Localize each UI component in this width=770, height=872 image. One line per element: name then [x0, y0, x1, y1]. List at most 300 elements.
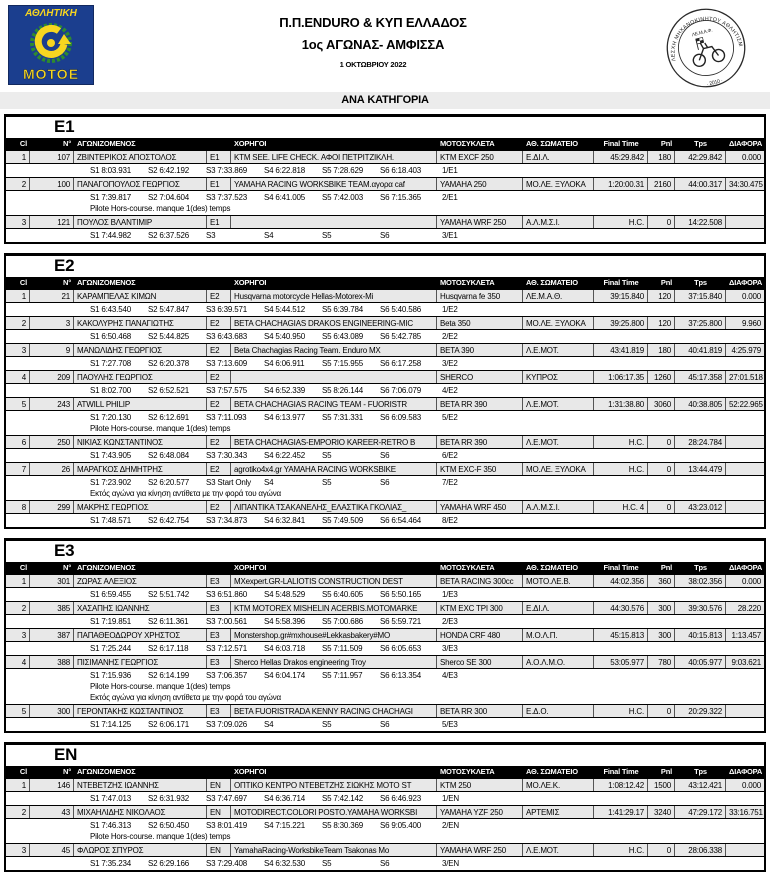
split-s5: S5 — [322, 231, 332, 240]
rider-row — [6, 316, 764, 330]
cell-name: ΜΑΝΩΛΙΔΗΣ ΓΕΩΡΓΙΟΣ — [74, 344, 207, 356]
split-s1: S1 7:19.851 — [90, 617, 131, 626]
split-s3: S3 7:06.357 — [206, 671, 247, 680]
split-s5: S5 7:11.509 — [322, 644, 363, 653]
cell-cls: E1 — [207, 216, 231, 228]
cell-diff: 52:22.965 — [729, 400, 763, 409]
split-s4: S4 6:22.818 — [264, 166, 305, 175]
cell-pnl: 1500 — [648, 779, 675, 791]
split-s6: S6 5:42.785 — [380, 332, 421, 341]
cell-num: 250 — [30, 436, 74, 448]
stamp-ring-text: ΛΕΣΧΗ ΜΗΧΑΝΟΚΙΝΗΤΟΥ ΑΘΛΗΤΙΣΜΟΥ ΦΩΚΙΔΑΣ — [650, 12, 744, 62]
split-s1: S1 7:39.817 — [90, 193, 131, 202]
split-s3: S3 7:34.873 — [206, 516, 247, 525]
cell-bike: SHERCO — [437, 371, 523, 383]
splits-row — [6, 792, 764, 805]
section-E1 — [4, 114, 766, 244]
cell-bike: YAMAHA WRF 250 — [437, 844, 523, 856]
splits-row — [6, 384, 764, 397]
rider-row — [6, 628, 764, 642]
cell-bike: BETA RR 390 — [437, 436, 523, 448]
rider-row — [6, 150, 764, 164]
section-title: E2 — [54, 256, 75, 275]
club-stamp — [652, 5, 764, 91]
event-title: Π.Π.ENDURO & ΚΥΠ ΕΛΛΑΔΟΣ — [279, 15, 467, 30]
col-header-sponsor: ΧΟΡΗΓΟΙ — [234, 563, 267, 572]
cell-num: 100 — [30, 178, 74, 190]
col-header-club: ΑΘ. ΣΩΜΑΤΕΙΟ — [526, 278, 578, 287]
split-s3: S3 6:43.683 — [206, 332, 247, 341]
cell-num: 300 — [30, 705, 74, 717]
cell-sponsor: ΟΠΤΙΚΟ ΚΕΝΤΡΟ ΝΤΕΒΕΤΖΗΣ ΣΙΩΚΗΣ ΜΟΤΟ ST — [231, 779, 437, 791]
split-s6: S6 — [380, 478, 390, 487]
split-s4: S4 5:48.529 — [264, 590, 305, 599]
cell-final: 44:02.356 — [594, 575, 648, 587]
cell-diff — [726, 216, 764, 228]
cell-pnl: 1260 — [648, 371, 675, 383]
split-s2: S2 6:29.166 — [148, 859, 189, 868]
split-s5: S5 6:40.605 — [322, 590, 363, 599]
cell-cl: 8 — [6, 501, 30, 513]
cell-tps: 39:30.576 — [675, 602, 726, 614]
rider-row — [6, 435, 764, 449]
split-s2: S2 6:11.361 — [148, 617, 189, 626]
split-s2: S2 6:31.932 — [148, 794, 189, 803]
col-header-bike: ΜΟΤΟΣΥΚΛΕΤΑ — [440, 139, 495, 148]
cell-sponsor: KTM SEE. LIFE CHECK. ΑΦΟΙ ΠΕΤΡΙΤΖΙΚΛΗ. — [231, 151, 437, 163]
cell-bike: YAMAHA WRF 250 — [437, 216, 523, 228]
cell-name: ΜΙΧΑΗΛΙΔΗΣ ΝΙΚΟΛΑΟΣ — [74, 806, 207, 818]
cell-num: 121 — [30, 216, 74, 228]
sections-container — [0, 114, 770, 872]
split-s1: S1 7:35.234 — [90, 859, 131, 868]
split-s5: S5 6:39.784 — [322, 305, 363, 314]
cell-cl: 3 — [6, 344, 30, 356]
cell-sponsor: ΛΙΠΑΝΤΙΚΑ ΤΣΑΚΑΝΕΛΗΣ_ΕΛΑΣΤΙΚΑ ΓΚΟΛΙΑΣ_ — [231, 501, 437, 513]
cell-cl: 3 — [6, 844, 30, 856]
cell-final: H.C. — [594, 463, 648, 475]
split-s6: S6 6:05.653 — [380, 644, 421, 653]
split-s2: S2 7:04.604 — [148, 193, 189, 202]
section-E2 — [4, 253, 766, 529]
cell-final: 1:06:17.35 — [594, 371, 648, 383]
rider-row — [6, 574, 764, 588]
section-title: E3 — [54, 541, 75, 560]
split-s1: S1 7:27.708 — [90, 359, 131, 368]
class-rank: 6/E2 — [442, 451, 458, 460]
splits-row — [6, 615, 764, 628]
note-row: Pilote Hors-course. manque 1(des) temps — [6, 832, 764, 843]
split-s4: S4 6:04.174 — [264, 671, 305, 680]
stamp-inner-text: ΛΕ.Μ.Α.Φ. — [691, 28, 714, 39]
split-s2: S2 6:17.118 — [148, 644, 189, 653]
rider-row — [6, 462, 764, 476]
class-rank: 7/E2 — [442, 478, 458, 487]
cell-cls: E3 — [207, 656, 231, 668]
split-s3: S3 6:39.571 — [206, 305, 247, 314]
cell-pnl: 120 — [648, 290, 675, 302]
rider-row — [6, 215, 764, 229]
cell-sponsor: Husqvarna motorcycle Hellas-Motorex-Mi — [231, 290, 437, 302]
col-header-name: ΑΓΩΝΙΖΟΜΕΝΟΣ — [77, 278, 136, 287]
col-header-sponsor: ΧΟΡΗΓΟΙ — [234, 278, 267, 287]
split-s1: S1 7:20.130 — [90, 413, 131, 422]
col-header-club: ΑΘ. ΣΩΜΑΤΕΙΟ — [526, 139, 578, 148]
splits-row — [6, 164, 764, 177]
split-s3: S3 7:57.575 — [206, 386, 247, 395]
split-s5: S5 — [322, 859, 332, 868]
col-header-final: Final Time — [603, 139, 639, 148]
cell-club: ΜΟΤΟ.ΛΕ.Β. — [523, 575, 594, 587]
cell-bike: YAMAHA YZF 250 — [437, 806, 523, 818]
cell-num: 146 — [30, 779, 74, 791]
split-s3: S3 7:30.343 — [206, 451, 247, 460]
cell-sponsor: BETA CHACHAGIAS-EMPORIO KAREER-RETRO B — [231, 436, 437, 448]
cell-final: 1:41:29.17 — [594, 806, 648, 818]
note-row: Pilote Hors-course. manque 1(des) temps — [6, 424, 764, 435]
split-s2: S2 6:20.577 — [148, 478, 189, 487]
cell-diff: 33:16.751 — [729, 808, 763, 817]
cell-cls: E2 — [207, 344, 231, 356]
cell-num: 301 — [30, 575, 74, 587]
cell-name: ΠΙΣΙΜΑΝΗΣ ΓΕΩΡΓΙΟΣ — [74, 656, 207, 668]
note-row: Εκτός αγώνα για κίνηση αντίθετα με την φορά του αγώνα — [6, 693, 764, 704]
section-title: EN — [54, 745, 78, 764]
cell-final: H.C. — [594, 216, 648, 228]
cell-final: 39:15.840 — [594, 290, 648, 302]
col-header-diff: ΔΙΑΦΟΡΑ — [729, 563, 763, 572]
cell-name: ΠΑΝΑΓΟΠΟΥΛΟΣ ΓΕΩΡΓΙΟΣ — [74, 178, 207, 190]
cell-pnl: 0 — [648, 463, 675, 475]
cell-cl: 1 — [6, 779, 30, 791]
split-s5: S5 — [322, 451, 332, 460]
col-header-pnl: Pnl — [660, 563, 672, 572]
splits-row — [6, 514, 764, 527]
cell-cl: 3 — [6, 629, 30, 641]
cell-bike: KTM 250 — [437, 779, 523, 791]
cell-final: 1:31:38.80 — [594, 398, 648, 410]
cell-cls: EN — [207, 806, 231, 818]
cell-pnl: 0 — [648, 216, 675, 228]
split-s2: S2 6:06.171 — [148, 720, 189, 729]
cell-final: 1:08:12.42 — [594, 779, 648, 791]
cell-cls: E2 — [207, 290, 231, 302]
cell-cl: 4 — [6, 656, 30, 668]
cell-num: 26 — [30, 463, 74, 475]
cell-club: Λ.Ε.ΜΟΤ. — [523, 344, 594, 356]
event-date: 1 ΟΚΤΩΒΡΙΟΥ 2022 — [339, 60, 407, 69]
cell-club: Μ.Ο.Λ.Π. — [523, 629, 594, 641]
rider-row — [6, 778, 764, 792]
col-header-diff: ΔΙΑΦΟΡΑ — [729, 278, 763, 287]
table-header — [6, 138, 764, 150]
cell-cl: 2 — [6, 602, 30, 614]
col-header-bike: ΜΟΤΟΣΥΚΛΕΤΑ — [440, 278, 495, 287]
col-header-cls — [207, 766, 231, 778]
col-header-club: ΑΘ. ΣΩΜΑΤΕΙΟ — [526, 563, 578, 572]
cell-diff: 27:01.518 — [729, 373, 763, 382]
cell-bike: Beta 350 — [437, 317, 523, 329]
rider-row — [6, 704, 764, 718]
split-s2: S2 6:37.526 — [148, 231, 189, 240]
split-s3: S3 7:12.571 — [206, 644, 247, 653]
cell-name: ΖΒΙΝΤΕΡΙΚΟΣ ΑΠΟΣΤΟΛΟΣ — [74, 151, 207, 163]
event-titles — [94, 5, 652, 69]
split-s1: S1 7:47.013 — [90, 794, 131, 803]
cell-club: Α.Ο.Λ.Μ.Ο. — [523, 656, 594, 668]
cell-pnl: 2160 — [648, 178, 675, 190]
split-s2: S2 6:48.084 — [148, 451, 189, 460]
split-s6: S6 7:06.079 — [380, 386, 421, 395]
cell-name: ΧΑΣΑΠΗΣ ΙΩΑΝΝΗΣ — [74, 602, 207, 614]
cell-name: ΝΤΕΒΕΤΖΗΣ ΙΩΑΝΝΗΣ — [74, 779, 207, 791]
split-s1: S1 6:50.468 — [90, 332, 131, 341]
cell-bike: BETA 390 — [437, 344, 523, 356]
cell-sponsor: MOTODIRECT.COLORI POSTO.YAMAHA WORKSBI — [231, 806, 437, 818]
cell-bike: KTM EXCF 250 — [437, 151, 523, 163]
split-s3: S3 8:01.419 — [206, 821, 247, 830]
cell-cls: E3 — [207, 705, 231, 717]
split-s3: S3 6:51.860 — [206, 590, 247, 599]
cell-club: ΚΥΠΡΟΣ — [523, 371, 594, 383]
cell-diff: 0.000 — [741, 577, 761, 586]
col-header-tps: Tps — [694, 139, 707, 148]
split-s2: S2 6:12.691 — [148, 413, 189, 422]
split-s3: S3 7:13.609 — [206, 359, 247, 368]
split-s1: S1 7:44.982 — [90, 231, 131, 240]
splits-row — [6, 857, 764, 870]
split-s6: S6 6:46.923 — [380, 794, 421, 803]
cell-cl: 2 — [6, 317, 30, 329]
cell-club: Ε.ΔΙ.Λ. — [523, 151, 594, 163]
col-header-num: N° — [62, 563, 71, 572]
class-rank: 4/E2 — [442, 386, 458, 395]
cell-diff: 0.000 — [741, 153, 761, 162]
cell-club: Λ.Ε.ΜΟΤ. — [523, 436, 594, 448]
col-header-name: ΑΓΩΝΙΖΟΜΕΝΟΣ — [77, 139, 136, 148]
rider-row — [6, 397, 764, 411]
col-header-cl: Cl — [19, 767, 27, 776]
cell-cls: E2 — [207, 398, 231, 410]
split-s4: S4 6:06.911 — [264, 359, 305, 368]
split-s4: S4 — [264, 720, 274, 729]
cell-cl: 2 — [6, 806, 30, 818]
cell-bike: BETA RR 300 — [437, 705, 523, 717]
split-s4: S4 6:36.714 — [264, 794, 305, 803]
cell-num: 209 — [30, 371, 74, 383]
splits-row — [6, 330, 764, 343]
rider-row — [6, 370, 764, 384]
cell-name: ΚΑΚΟΛΥΡΗΣ ΠΑΝΑΓΙΩΤΗΣ — [74, 317, 207, 329]
cell-tps: 45:17.358 — [675, 371, 726, 383]
split-s1: S1 8:03.931 — [90, 166, 131, 175]
cell-bike: YAMAHA WRF 450 — [437, 501, 523, 513]
class-rank: 5/E3 — [442, 720, 458, 729]
cell-tps: 40:41.819 — [675, 344, 726, 356]
split-s3: S3 7:09.026 — [206, 720, 247, 729]
cell-num: 387 — [30, 629, 74, 641]
splits-row — [6, 669, 764, 682]
split-s2: S2 5:44.825 — [148, 332, 189, 341]
cell-tps: 20:29.322 — [675, 705, 726, 717]
cell-tps: 44:00.317 — [675, 178, 726, 190]
class-rank: 4/E3 — [442, 671, 458, 680]
cell-cl: 1 — [6, 151, 30, 163]
cell-cl: 3 — [6, 216, 30, 228]
split-s1: S1 7:23.902 — [90, 478, 131, 487]
split-s3: S3 7:29.408 — [206, 859, 247, 868]
cell-bike: Sherco SE 300 — [437, 656, 523, 668]
cell-tps: 42:29.842 — [675, 151, 726, 163]
cell-num: 45 — [30, 844, 74, 856]
split-s1: S1 7:25.244 — [90, 644, 131, 653]
split-s4: S4 6:03.718 — [264, 644, 305, 653]
cell-num: 388 — [30, 656, 74, 668]
split-s3: S3 7:47.697 — [206, 794, 247, 803]
cell-diff — [726, 844, 764, 856]
cell-tps: 40:15.813 — [675, 629, 726, 641]
split-s5: S5 6:43.089 — [322, 332, 363, 341]
split-s4: S4 6:41.005 — [264, 193, 305, 202]
cell-sponsor: agrotiko4x4.gr YAMAHA RACING WORKSBIKE — [231, 463, 437, 475]
split-s4: S4 6:32.841 — [264, 516, 305, 525]
note-row: Pilote Hors-course. manque 1(des) temps — [6, 682, 764, 693]
class-rank: 2/EN — [442, 821, 459, 830]
class-rank: 2/E3 — [442, 617, 458, 626]
cell-tps: 43:12.421 — [675, 779, 726, 791]
split-s6: S6 6:17.258 — [380, 359, 421, 368]
cell-sponsor: BETA FUORISTRADA KENNY RACING CHACHAGI — [231, 705, 437, 717]
cell-final: 45:29.842 — [594, 151, 648, 163]
cell-tps: 28:06.338 — [675, 844, 726, 856]
split-s3: S3 7:37.523 — [206, 193, 247, 202]
cell-club: ΑΡΤΕΜΙΣ — [523, 806, 594, 818]
event-subtitle: 1ος ΑΓΩΝΑΣ- ΑΜΦΙΣΣΑ — [301, 37, 445, 52]
split-s5: S5 7:42.003 — [322, 193, 363, 202]
split-s2: S2 6:50.450 — [148, 821, 189, 830]
split-s6: S6 6:18.403 — [380, 166, 421, 175]
col-header-tps: Tps — [694, 278, 707, 287]
split-s4: S4 7:15.221 — [264, 821, 305, 830]
cell-diff — [726, 705, 764, 717]
cell-num: 243 — [30, 398, 74, 410]
split-s3: S3 7:33.869 — [206, 166, 247, 175]
splits-row — [6, 718, 764, 731]
split-s6: S6 — [380, 859, 390, 868]
logo-top-text: ΑΘΛΗΤΙΚΗ — [25, 8, 77, 19]
split-s5: S5 7:15.955 — [322, 359, 363, 368]
cell-pnl: 300 — [648, 629, 675, 641]
cell-name: ΝΙΚΙΑΣ ΚΩΝΣΤΑΝΤΙΝΟΣ — [74, 436, 207, 448]
col-header-final: Final Time — [603, 563, 639, 572]
cell-name: ΜΑΚΡΗΣ ΓΕΩΡΓΙΟΣ — [74, 501, 207, 513]
split-s6: S6 6:13.354 — [380, 671, 421, 680]
split-s4: S4 6:13.977 — [264, 413, 305, 422]
cell-sponsor: BETA CHACHAGIAS RACING TEAM - FUORISTR — [231, 398, 437, 410]
split-s6: S6 5:40.586 — [380, 305, 421, 314]
cell-pnl: 180 — [648, 151, 675, 163]
split-s4: S4 6:22.452 — [264, 451, 305, 460]
rider-row — [6, 343, 764, 357]
split-s5: S5 8:30.369 — [322, 821, 363, 830]
cell-bike: Husqvarna fe 350 — [437, 290, 523, 302]
cell-club: Λ.Ε.ΜΟΤ. — [523, 398, 594, 410]
cell-final: 43:41.819 — [594, 344, 648, 356]
cell-cl: 1 — [6, 575, 30, 587]
cell-final: H.C. — [594, 705, 648, 717]
class-rank: 5/E2 — [442, 413, 458, 422]
cell-final: 53:05.977 — [594, 656, 648, 668]
class-rank: 2/E2 — [442, 332, 458, 341]
split-s1: S1 8:02.700 — [90, 386, 131, 395]
cell-club: Α.Λ.Μ.Σ.Ι. — [523, 216, 594, 228]
split-s5: S5 — [322, 720, 332, 729]
motorcycle-icon — [688, 33, 726, 67]
cell-cls: EN — [207, 779, 231, 791]
split-s4: S4 — [264, 478, 274, 487]
cell-final: H.C. 4 — [594, 501, 648, 513]
class-rank: 1/EN — [442, 794, 459, 803]
cell-bike: KTM EXC-F 350 — [437, 463, 523, 475]
col-header-cls — [207, 277, 231, 289]
cell-sponsor: MXexpert.GR-LALIOTIS CONSTRUCTION DEST — [231, 575, 437, 587]
col-header-cl: Cl — [19, 563, 27, 572]
col-header-cls — [207, 562, 231, 574]
cell-diff — [726, 501, 764, 513]
col-header-bike: ΜΟΤΟΣΥΚΛΕΤΑ — [440, 563, 495, 572]
split-s1: S1 7:46.313 — [90, 821, 131, 830]
split-s6: S6 9:05.400 — [380, 821, 421, 830]
splits-row — [6, 411, 764, 424]
split-s2: S2 6:42.754 — [148, 516, 189, 525]
splits-row — [6, 229, 764, 242]
split-s4: S4 5:40.950 — [264, 332, 305, 341]
split-s6: S6 — [380, 231, 390, 240]
col-header-cl: Cl — [19, 139, 27, 148]
splits-row — [6, 588, 764, 601]
cell-num: 107 — [30, 151, 74, 163]
rider-row — [6, 805, 764, 819]
cell-sponsor: Monstershop.gr#mxhouse#Lekkasbakery#MO — [231, 629, 437, 641]
rider-row — [6, 601, 764, 615]
split-s5: S5 7:28.629 — [322, 166, 363, 175]
cell-club: Λ.Ε.ΜΟΤ. — [523, 844, 594, 856]
col-header-cls — [207, 138, 231, 150]
cell-pnl: 300 — [648, 602, 675, 614]
cell-final: H.C. — [594, 844, 648, 856]
col-header-final: Final Time — [603, 767, 639, 776]
cell-sponsor — [231, 216, 437, 228]
cell-cl: 2 — [6, 178, 30, 190]
class-rank: 3/E2 — [442, 359, 458, 368]
split-s1: S1 7:15.936 — [90, 671, 131, 680]
col-header-sponsor: ΧΟΡΗΓΟΙ — [234, 139, 267, 148]
category-bar: ΑΝΑ ΚΑΤΗΓΟΡΙΑ — [0, 92, 770, 109]
cell-sponsor: BETA CHACHAGIAS DRAKOS ENGINEERING-MIC — [231, 317, 437, 329]
cell-sponsor: Sherco Hellas Drakos engineering Troy — [231, 656, 437, 668]
col-header-pnl: Pnl — [660, 767, 672, 776]
cell-num: 3 — [30, 317, 74, 329]
cell-pnl: 360 — [648, 575, 675, 587]
cell-name: ΦΛΩΡΟΣ ΣΠΥΡΟΣ — [74, 844, 207, 856]
motoe-emblem-icon — [27, 20, 75, 66]
cell-pnl: 3060 — [648, 398, 675, 410]
cell-tps: 40:05.977 — [675, 656, 726, 668]
cell-cls: EN — [207, 844, 231, 856]
cell-club: ΜΟ.ΛΕ.Κ. — [523, 779, 594, 791]
cell-diff: 0.000 — [741, 292, 761, 301]
cell-diff: 28.220 — [737, 604, 761, 613]
